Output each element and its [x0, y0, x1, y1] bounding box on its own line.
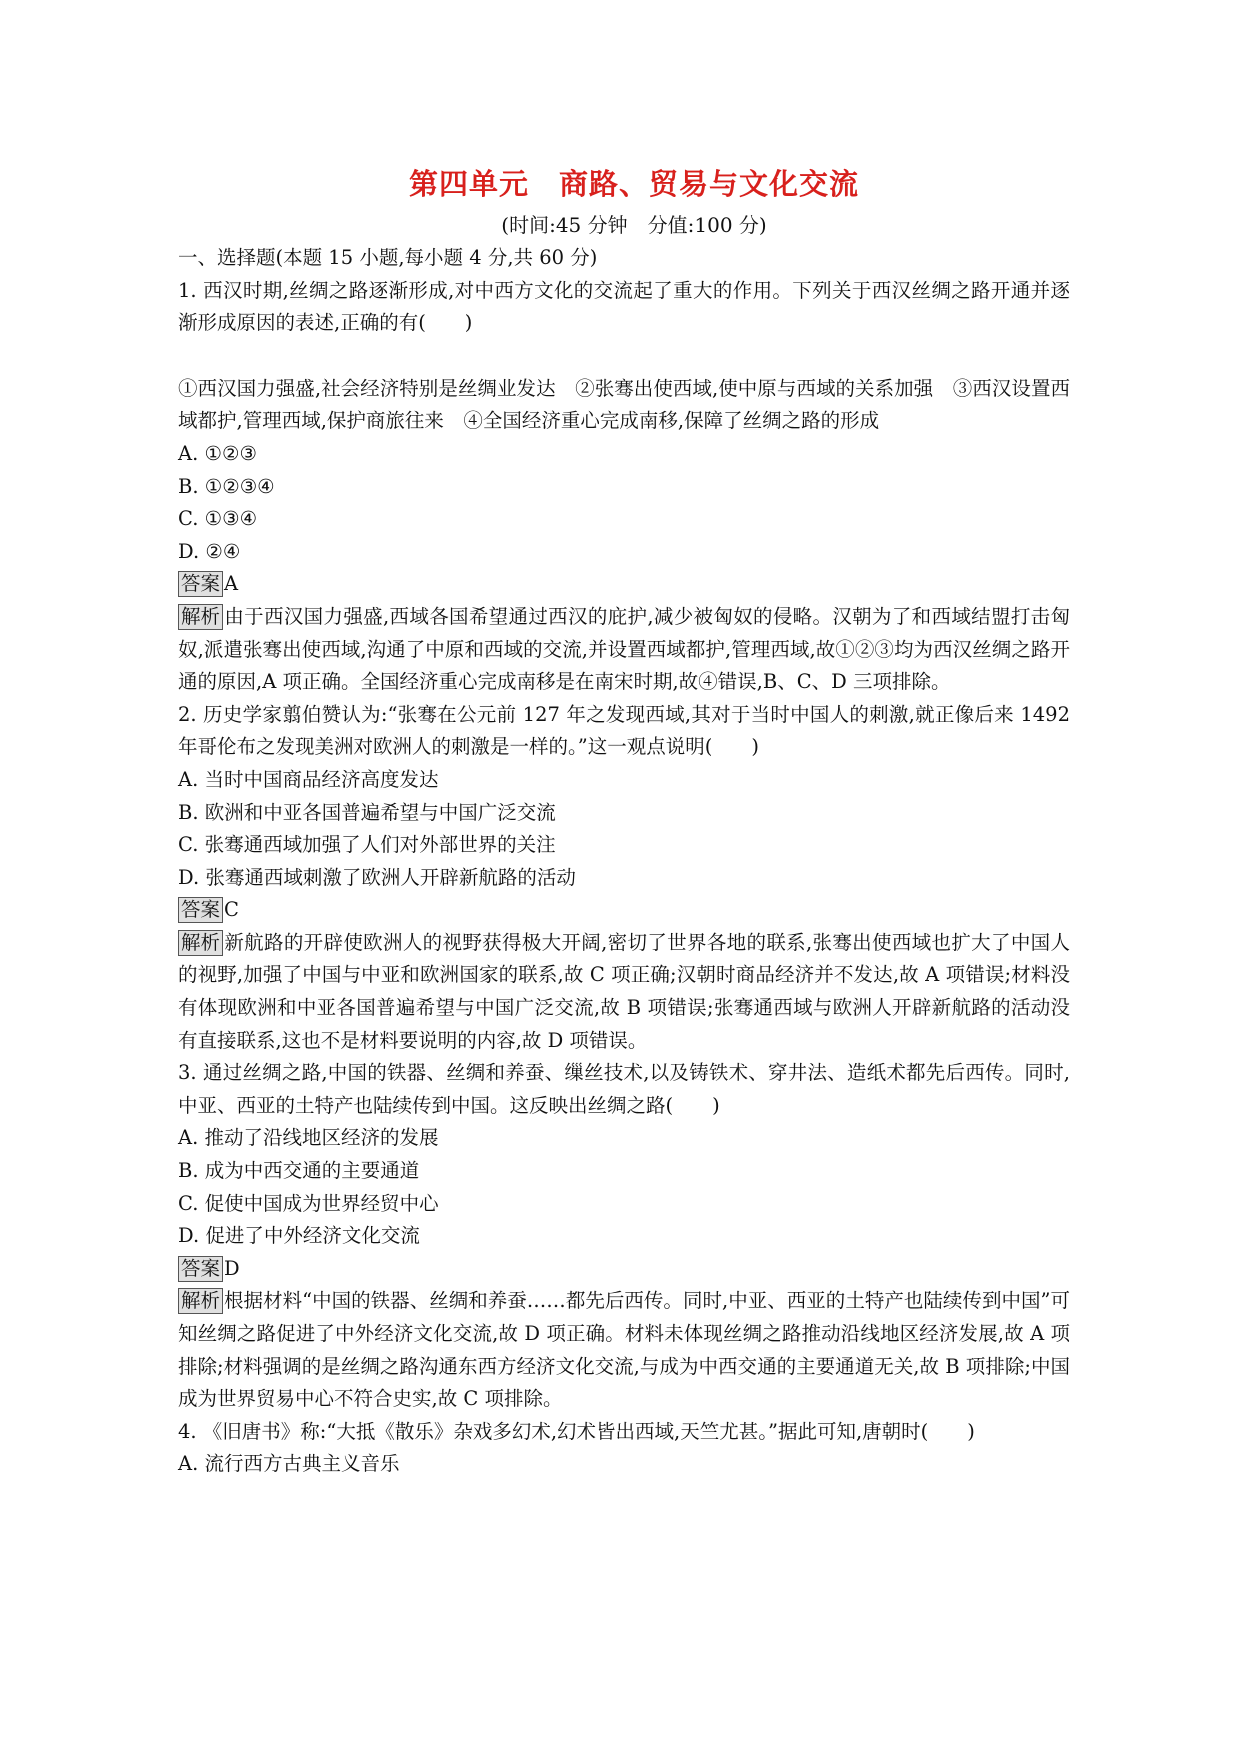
analysis-text: 新航路的开辟使欧洲人的视野获得极大开阔,密切了世界各地的联系,张骞出使西域也扩大了中国人的视野,加强了中国与中亚和欧洲国家的联系,故 C 项正确;汉朝时商品经济并不发达,故 A 项错误;材料没有体现欧洲和中亚各国普遍希望与中国广泛交流,故 B 项错误;张骞通西域与欧洲人开辟新航路的活动没有直接联系,这也不是材料要说明的内容,故 D 项错误。	[178, 930, 1070, 1052]
analysis-tag: 解析	[178, 1288, 223, 1314]
analysis-paragraph	[178, 1285, 1070, 1415]
question-3	[178, 1057, 1070, 1416]
option-a: A. ①②③	[178, 441, 257, 465]
answer-line	[178, 894, 1070, 927]
document-subtitle: (时间:45 分钟 分值:100 分)	[501, 213, 767, 237]
option-c: C. 促使中国成为世界经贸中心	[178, 1191, 439, 1215]
answer-value: A	[224, 572, 239, 596]
option-d: D. 促进了中外经济文化交流	[178, 1224, 420, 1248]
question-items: ①西汉国力强盛,社会经济特别是丝绸业发达 ②张骞出使西域,使中原与西域的关系加强 ③西汉设置西域都护,管理西域,保护商旅往来 ④全国经济重心完成南移,保障了丝绸之路的形成	[178, 376, 1070, 433]
answer-tag: 答案	[178, 897, 223, 923]
analysis-paragraph	[178, 927, 1070, 1057]
analysis-paragraph	[178, 601, 1070, 699]
option-d: D. 张骞通西域刺激了欧洲人开辟新航路的活动	[178, 865, 576, 889]
question-stem: 4. 《旧唐书》称:“大抵《散乐》杂戏多幻术,幻术皆出西域,天竺尤甚。”据此可知,唐朝时( )	[178, 1419, 975, 1443]
analysis-text: 由于西汉国力强盛,西域各国希望通过西汉的庇护,减少被匈奴的侵略。汉朝为了和西域结盟打击匈奴,派遣张骞出使西域,沟通了中原和西域的交流,并设置西域都护,管理西域,故①②③均为西汉丝绸之路开通的原因,A 项正确。全国经济重心完成南移是在南宋时期,故④错误,B、C、D 三项排除。	[178, 604, 1070, 694]
question-stem: 2. 历史学家翦伯赞认为:“张骞在公元前 127 年之发现西域,其对于当时中国人的刺激,就正像后来 1492 年哥伦布之发现美洲对欧洲人的刺激是一样的。”这一观点说明( )	[178, 702, 1070, 759]
answer-tag: 答案	[178, 571, 223, 597]
option-b: B. ①②③④	[178, 474, 275, 498]
answer-line	[178, 1253, 1070, 1286]
answer-value: D	[224, 1256, 240, 1280]
question-1	[178, 275, 1070, 699]
spacer	[178, 340, 1070, 373]
option-d: D. ②④	[178, 539, 241, 563]
answer-value: C	[224, 898, 239, 922]
analysis-text: 根据材料“中国的铁器、丝绸和养蚕……都先后西传。同时,中亚、西亚的土特产也陆续传到中国”可知丝绸之路促进了中外经济文化交流,故 D 项正确。材料未体现丝绸之路推动沿线地区经济发展,故 A 项排除;材料强调的是丝绸之路沟通东西方经济文化交流,与成为中西交通的主要通道无关,故 B 项排除;中国成为世界贸易中心不符合史实,故 C 项排除。	[178, 1289, 1070, 1411]
question-4	[178, 1416, 1070, 1481]
option-c: C. 张骞通西域加强了人们对外部世界的关注	[178, 833, 556, 857]
answer-line	[178, 568, 1070, 601]
option-a: A. 推动了沿线地区经济的发展	[178, 1126, 439, 1150]
question-2	[178, 699, 1070, 1058]
document-page	[178, 160, 1070, 1481]
option-a: A. 当时中国商品经济高度发达	[178, 767, 439, 791]
answer-tag: 答案	[178, 1256, 223, 1282]
section-heading: 一、选择题(本题 15 小题,每小题 4 分,共 60 分)	[178, 246, 598, 269]
question-stem: 1. 西汉时期,丝绸之路逐渐形成,对中西方文化的交流起了重大的作用。下列关于西汉丝绸之路开通并逐渐形成原因的表述,正确的有( )	[178, 278, 1070, 335]
option-b: B. 成为中西交通的主要通道	[178, 1159, 420, 1183]
document-title: 第四单元 商路、贸易与文化交流	[408, 167, 859, 201]
analysis-tag: 解析	[178, 604, 223, 630]
analysis-tag: 解析	[178, 930, 223, 956]
option-c: C. ①③④	[178, 507, 258, 531]
option-a: A. 流行西方古典主义音乐	[178, 1452, 400, 1476]
option-b: B. 欧洲和中亚各国普遍希望与中国广泛交流	[178, 800, 556, 824]
question-stem: 3. 通过丝绸之路,中国的铁器、丝绸和养蚕、缫丝技术,以及铸铁术、穿井法、造纸术都先后西传。同时,中亚、西亚的土特产也陆续传到中国。这反映出丝绸之路( )	[178, 1061, 1070, 1117]
